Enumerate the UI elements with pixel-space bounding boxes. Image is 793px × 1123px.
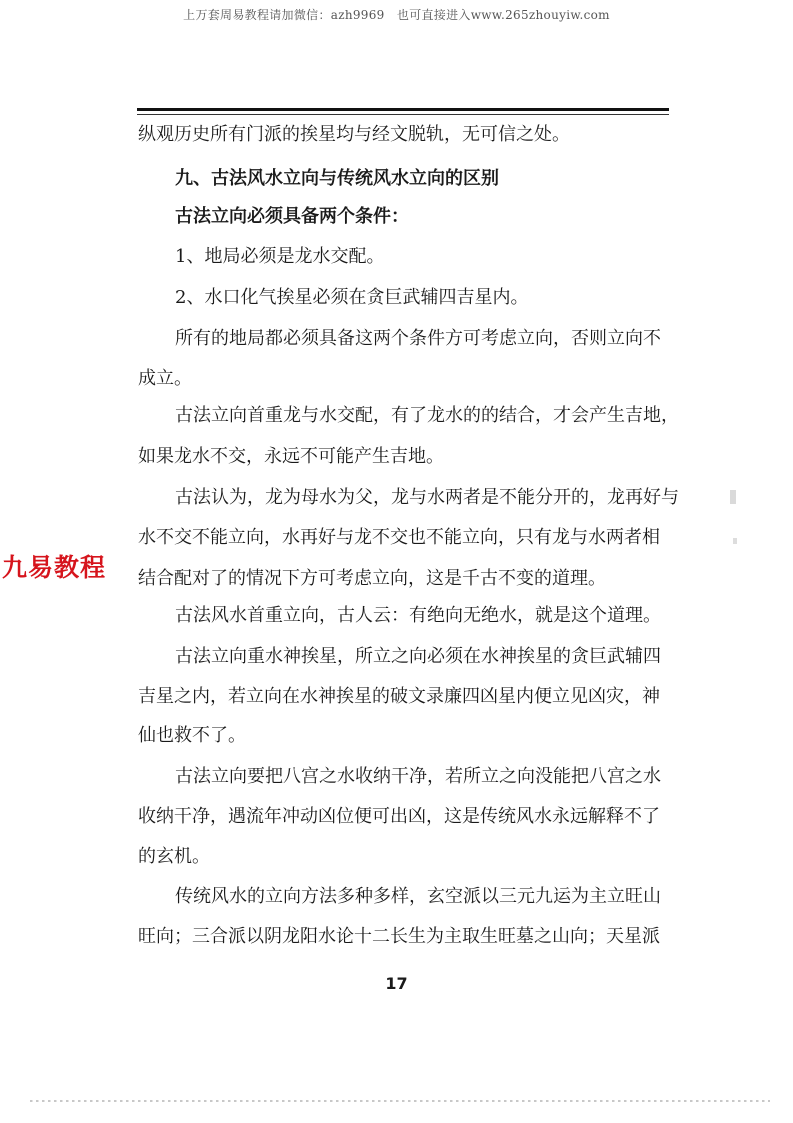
list-item: 2、水口化气挨星必须在贪巨武辅四吉星内。 <box>175 287 529 308</box>
text-line: 古法立向要把八宫之水收纳干净，若所立之向没能把八宫之水 <box>175 766 661 787</box>
list-item: 1、地局必须是龙水交配。 <box>175 246 385 267</box>
text-line: 成立。 <box>138 368 192 389</box>
text-line: 水不交不能立向，水再好与龙不交也不能立向，只有龙与水两者相 <box>138 527 660 548</box>
sub-heading: 古法立向必须具备两个条件： <box>175 206 409 227</box>
text-line: 收纳干净，遇流年冲动凶位便可出凶，这是传统风水永远解释不了 <box>138 806 660 827</box>
scan-speck <box>730 490 736 504</box>
text-line: 古法风水首重立向，古人云：有绝向无绝水，就是这个道理。 <box>175 605 661 626</box>
watermark-logo: 九易教程 <box>2 553 107 582</box>
text-line: 古法立向重水神挨星，所立之向必须在水神挨星的贪巨武辅四 <box>175 646 661 667</box>
section-heading: 九、古法风水立向与传统风水立向的区别 <box>175 168 499 189</box>
text-line: 仙也救不了。 <box>138 725 246 746</box>
text-line: 古法立向首重龙与水交配，有了龙水的的结合，才会产生吉地， <box>175 405 679 426</box>
header-note: 上万套周易教程请加微信：azh9969 也可直接进入www.265zhouyiw.com <box>183 8 610 22</box>
page-number: 17 <box>385 974 408 993</box>
text-line: 所有的地局都必须具备这两个条件方可考虑立向，否则立向不 <box>175 328 661 349</box>
text-line: 古法认为，龙为母水为父，龙与水两者是不能分开的，龙再好与 <box>175 487 679 508</box>
text-line: 旺向；三合派以阴龙阳水论十二长生为主取生旺墓之山向；天星派 <box>138 926 660 947</box>
scan-dots <box>30 1100 770 1102</box>
text-line: 如果龙水不交，永远不可能产生吉地。 <box>138 446 444 467</box>
text-line: 吉星之内，若立向在水神挨星的破文录廉四凶星内便立见凶灾，神 <box>138 686 660 707</box>
text-line: 传统风水的立向方法多种多样，玄空派以三元九运为主立旺山 <box>175 886 661 907</box>
text-line: 纵观历史所有门派的挨星均与经文脱轨，无可信之处。 <box>138 124 570 145</box>
header-rule-thin <box>137 114 669 115</box>
text-line: 结合配对了的情况下方可考虑立向，这是千古不变的道理。 <box>138 568 606 589</box>
text-line: 的玄机。 <box>138 846 210 867</box>
header-rule-thick <box>137 108 669 111</box>
scan-speck <box>733 538 737 544</box>
